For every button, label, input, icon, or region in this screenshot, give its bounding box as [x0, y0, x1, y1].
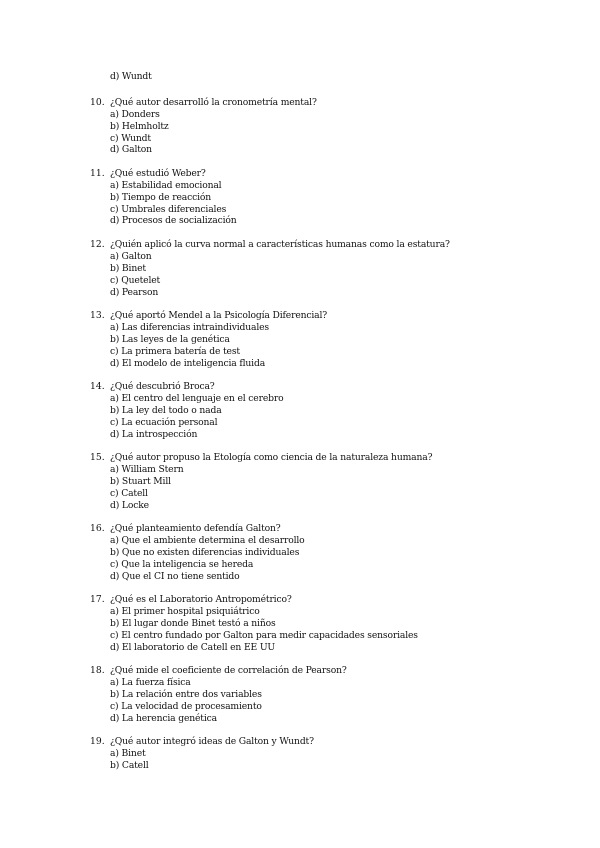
option-item: b) La ley del todo o nada — [110, 405, 222, 416]
option-item: d) El modelo de inteligencia fluida — [110, 358, 266, 369]
option-item: b) Que no existen diferencias individuales — [110, 547, 300, 558]
question-number: 15. — [90, 452, 105, 463]
option-item: a) El primer hospital psiquiátrico — [110, 606, 260, 617]
option-item: a) Que el ambiente determina el desarrollo — [110, 535, 305, 546]
option-item: b) Tiempo de reacción — [110, 192, 212, 203]
question-text: ¿Qué mide el coeficiente de correlación de Pearson? — [110, 665, 347, 676]
question-number: 17. — [90, 594, 105, 605]
question-number: 19. — [90, 736, 105, 747]
question-text: ¿Qué aportó Mendel a la Psicología Diferencial? — [110, 310, 328, 321]
option-item: d) Locke — [110, 500, 149, 511]
option-item: d) Wundt — [110, 71, 152, 82]
option-item: d) La introspección — [110, 429, 198, 440]
option-item: a) La fuerza física — [110, 677, 191, 688]
option-item: d) Galton — [110, 144, 152, 155]
question-text: ¿Qué planteamiento defendía Galton? — [110, 523, 281, 534]
question-text: ¿Qué autor integró ideas de Galton y Wundt? — [110, 736, 314, 747]
question-text: ¿Qué autor desarrolló la cronometría mental? — [110, 97, 317, 108]
option-item: c) Catell — [110, 488, 148, 499]
option-item: d) La herencia genética — [110, 713, 217, 724]
option-item: b) Helmholtz — [110, 121, 169, 132]
question-number: 12. — [90, 239, 105, 250]
question-number: 14. — [90, 381, 105, 392]
option-item: b) El lugar donde Binet testó a niños — [110, 618, 276, 629]
option-item: d) El laboratorio de Catell en EE UU — [110, 642, 276, 653]
question-number: 18. — [90, 665, 105, 676]
question-number: 16. — [90, 523, 105, 534]
option-item: d) Que el CI no tiene sentido — [110, 571, 240, 582]
option-item: c) La velocidad de procesamiento — [110, 701, 262, 712]
option-item: b) Binet — [110, 263, 146, 274]
option-item: a) William Stern — [110, 464, 184, 475]
option-item: c) Wundt — [110, 133, 151, 144]
option-item: a) Las diferencias intraindividuales — [110, 322, 269, 333]
option-item: a) Donders — [110, 109, 160, 120]
question-number: 10. — [90, 97, 105, 108]
question-text: ¿Qué estudió Weber? — [110, 168, 206, 179]
option-item: c) El centro fundado por Galton para medir capacidades sensoriales — [110, 630, 418, 641]
option-item: b) Las leyes de la genética — [110, 334, 230, 345]
option-item: b) Stuart Mill — [110, 476, 171, 487]
option-item: c) Quetelet — [110, 275, 161, 286]
question-number: 11. — [90, 168, 105, 179]
question-text: ¿Qué descubrió Broca? — [110, 381, 215, 392]
option-item: c) Umbrales diferenciales — [110, 204, 227, 215]
option-item: d) Pearson — [110, 287, 159, 298]
option-item: a) El centro del lenguaje en el cerebro — [110, 393, 284, 404]
option-item: a) Binet — [110, 748, 146, 759]
question-text: ¿Qué autor propuso la Etología como ciencia de la naturaleza humana? — [110, 452, 433, 463]
option-item: b) La relación entre dos variables — [110, 689, 262, 700]
option-item: d) Procesos de socialización — [110, 215, 237, 226]
option-item: c) La ecuación personal — [110, 417, 218, 428]
option-item: c) La primera batería de test — [110, 346, 240, 357]
option-item: b) Catell — [110, 760, 149, 771]
question-number: 13. — [90, 310, 105, 321]
question-text: ¿Quién aplicó la curva normal a características humanas como la estatura? — [110, 239, 450, 250]
option-item: a) Galton — [110, 251, 152, 262]
option-item: c) Que la inteligencia se hereda — [110, 559, 254, 570]
option-item: a) Estabilidad emocional — [110, 180, 222, 191]
question-text: ¿Qué es el Laboratorio Antropométrico? — [110, 594, 292, 605]
